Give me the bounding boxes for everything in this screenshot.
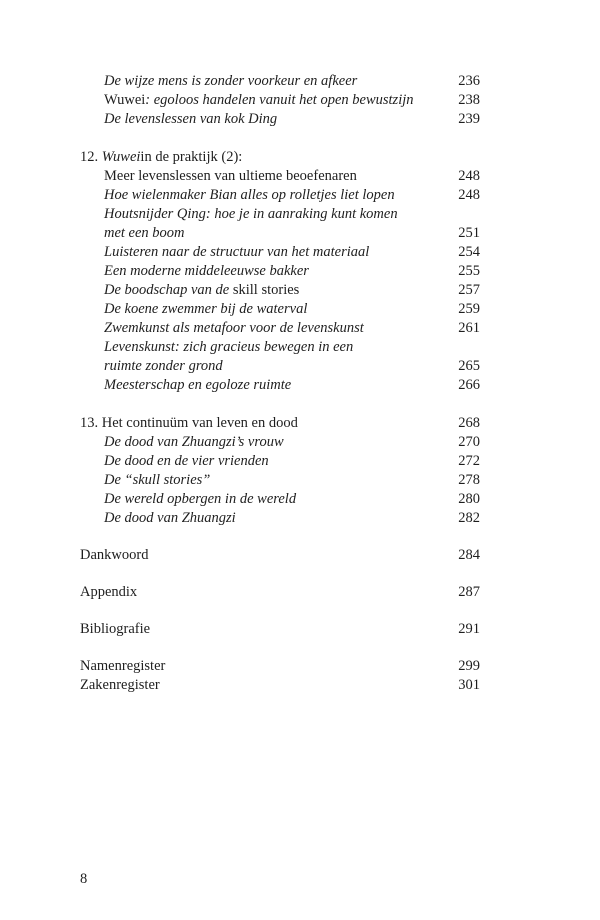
toc-entry-page: 259 <box>458 301 480 317</box>
chapter-title: Het continuüm van leven en dood <box>101 415 298 431</box>
page-number: 8 <box>80 871 88 887</box>
chapter-page: 248 <box>458 168 480 184</box>
toc-entry <box>80 433 480 452</box>
chapter-subtitle-text: Meer levenslessen van ultieme beoefenaren <box>104 168 357 184</box>
toc-entry-title: Zakenregister <box>80 677 160 693</box>
toc-entry-page: 278 <box>458 472 480 488</box>
toc-entry-page: 291 <box>458 621 480 637</box>
toc-entry-title: De wereld opbergen in de wereld <box>104 491 297 507</box>
toc-backmatter-bibliografie <box>80 620 480 639</box>
toc-entry-page: 236 <box>458 73 480 89</box>
chapter-number: 12. <box>80 149 99 165</box>
toc-entry-title: Dankwoord <box>80 547 149 563</box>
toc-entry-page: 257 <box>458 282 480 298</box>
toc-backmatter-dankwoord <box>80 546 480 565</box>
toc-entry <box>80 376 480 395</box>
toc-entry <box>80 357 480 376</box>
toc-entry <box>80 243 480 262</box>
toc-entry-page: 287 <box>458 584 480 600</box>
toc-entry-title: De wijze mens is zonder voorkeur en afkeer <box>104 73 358 89</box>
toc-entry-page: 239 <box>458 111 480 127</box>
toc-entry-page: 251 <box>458 225 480 241</box>
chapter-page: 268 <box>458 415 480 431</box>
chapter-title-italic: Wuwei <box>101 149 141 165</box>
toc-entry-page: 280 <box>458 491 480 507</box>
toc-entry-title: ruimte zonder grond <box>104 358 223 374</box>
toc-entry-page: 265 <box>458 358 480 374</box>
toc-entry <box>80 72 480 91</box>
toc-backmatter-zakenregister <box>80 676 480 695</box>
chapter-heading <box>80 414 480 433</box>
toc-entry-title: De dood en de vier vrienden <box>104 453 269 469</box>
toc-entry-title: Namenregister <box>80 658 166 674</box>
toc-entry-page: 266 <box>458 377 480 393</box>
toc-entry-page: 270 <box>458 434 480 450</box>
toc-entry-title: met een boom <box>104 225 185 241</box>
chapter-number: 13. <box>80 415 99 431</box>
toc-entry-title: Hoe wielenmaker Bian alles op rolletjes liet lopen <box>104 187 395 203</box>
toc-entry <box>80 338 480 357</box>
toc-entry <box>80 224 480 243</box>
toc-entry-title: Luisteren naar de structuur van het materiaal <box>104 244 370 260</box>
toc-entry-title: Bibliografie <box>80 621 151 637</box>
toc-entry <box>80 91 480 110</box>
toc-entry-page: 248 <box>458 187 480 203</box>
toc-entry <box>80 490 480 509</box>
toc-entry <box>80 471 480 490</box>
toc-entry-title: : egoloos handelen vanuit het open bewustzijn <box>145 92 414 108</box>
toc-entry <box>80 452 480 471</box>
toc-entry <box>80 110 480 129</box>
toc-entry-title: Appendix <box>80 584 138 600</box>
toc-entry <box>80 281 480 300</box>
toc-entry-page: 299 <box>458 658 480 674</box>
toc-entry-title: De levenslessen van kok Ding <box>104 111 278 127</box>
toc-entry <box>80 262 480 281</box>
table-of-contents <box>80 72 480 695</box>
toc-backmatter-namenregister <box>80 657 480 676</box>
toc-entry-title: Een moderne middeleeuwse bakker <box>104 263 309 279</box>
chapter-title: in de praktijk (2): <box>140 149 243 165</box>
toc-entry-title: De “skull stories” <box>104 472 211 488</box>
toc-entry-page: 255 <box>458 263 480 279</box>
chapter-heading <box>80 148 480 167</box>
toc-entry-page: 261 <box>458 320 480 336</box>
toc-entry-title: Zwemkunst als metafoor voor de levenskunst <box>104 320 364 336</box>
toc-entry-title: De dood van Zhuangzi <box>104 510 236 526</box>
toc-entry-page: 301 <box>458 677 480 693</box>
chapter-subtitle <box>80 167 480 186</box>
toc-entry <box>80 186 480 205</box>
toc-entry-title-prefix: Wuwei <box>104 92 146 108</box>
toc-entry-title: Meesterschap en egoloze ruimte <box>104 377 292 393</box>
toc-entry <box>80 300 480 319</box>
toc-entry-page: 282 <box>458 510 480 526</box>
toc-entry <box>80 205 480 224</box>
toc-entry <box>80 319 480 338</box>
toc-entry-title-roman: skill stories <box>232 282 300 298</box>
toc-entry-title: Houtsnijder Qing: hoe je in aanraking kunt komen <box>104 206 398 222</box>
toc-entry-title: De koene zwemmer bij de waterval <box>104 301 308 317</box>
toc-backmatter-appendix <box>80 583 480 602</box>
toc-entry-page: 238 <box>458 92 480 108</box>
toc-entry-page: 284 <box>458 547 480 563</box>
toc-entry-title: Levenskunst: zich gracieus bewegen in een <box>104 339 354 355</box>
toc-entry-title: De boodschap van de <box>104 282 233 298</box>
toc-entry-page: 254 <box>458 244 480 260</box>
toc-entry-title: De dood van Zhuangzi’s vrouw <box>104 434 284 450</box>
toc-entry <box>80 509 480 528</box>
toc-entry-page: 272 <box>458 453 480 469</box>
